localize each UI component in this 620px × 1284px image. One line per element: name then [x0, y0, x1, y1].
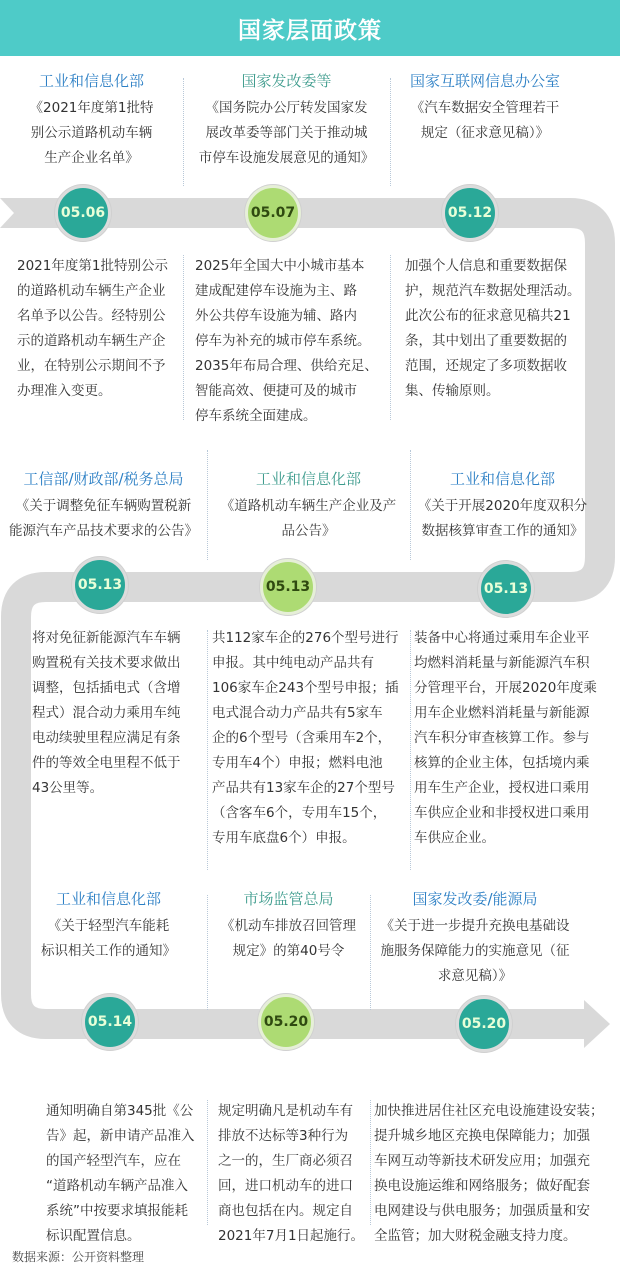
policy-document: 《汽车数据安全管理若干 规定（征求意见稿）》 [410, 100, 560, 141]
divider [207, 1100, 208, 1225]
policy-summary: 装备中心将通过乘用车企业平 均燃料消耗量与新能源汽车积 分管理平台，开展2020年度乘 用车企业燃料消耗量与新能源 汽车积分审查核算工作。参与 核算的企业主体，包括境内乘 用车生产企业，授权进口乘用 车供应企业和非授权进口乘用 车供应企业。 [414, 630, 597, 846]
date-marker: 05.13 [478, 561, 534, 617]
policy-document: 《国务院办公厅转发国家发 展改革委等部门关于推动城 市停车设施发展意见的通知》 [198, 100, 375, 166]
divider [370, 1100, 371, 1225]
policy-summary: 将对免征新能源汽车车辆 购置税有关技术要求做出 调整，包括插电式（含增 程式）混合动力乘用车纯 电动续驶里程应满足有条 件的等效全电里程不低于 43公里等。 [32, 630, 181, 796]
issuing-agency: 工业和信息化部 [255, 470, 361, 488]
data-source-note: 数据来源：公开资料整理 [12, 1250, 145, 1264]
issuing-agency: 市场监管总局 [243, 890, 334, 908]
issuing-agency: 工信部/财政部/税务总局 [23, 470, 184, 488]
policy-summary: 加快推进居住社区充电设施建设安装； 提升城乡地区充换电保障能力；加强 车网互动等新技术研发应用；加强充 换电设施运维和网络服务；做好配套 电网建设与供电服务；加强质量和安 全监管；加大财税金融支持力度。 [374, 1103, 604, 1244]
date-marker: 05.20 [456, 996, 512, 1052]
policy-header [207, 888, 370, 964]
date-marker: 05.20 [258, 994, 314, 1050]
issuing-agency: 国家发改委/能源局 [412, 890, 538, 908]
divider [390, 255, 391, 420]
policy-document: 《2021年度第1批特 别公示道路机动车辆 生产企业名单》 [29, 100, 154, 166]
policy-summary: 2021年度第1批特别公示 的道路机动车辆生产企业 名单予以公告。经特别公 示的道路机动车辆生产企 业，在特别公示期间不予 办理准入变更。 [17, 258, 168, 399]
policy-document: 《关于进一步提升充换电基础设 施服务保障能力的实施意见（征 求意见稿）》 [380, 918, 570, 984]
policy-document: 《关于开展2020年度双积分 数据核算审查工作的通知》 [417, 498, 588, 539]
date-marker: 05.13 [260, 559, 316, 615]
date-marker: 05.12 [442, 185, 498, 241]
date-marker: 05.06 [55, 185, 111, 241]
date-marker: 05.13 [72, 557, 128, 613]
policy-summary: 通知明确自第345批《公 告》起，新申请产品准入 的国产轻型汽车，应在 “道路机动车辆产品准入 系统”中按要求填报能耗 标识配置信息。 [46, 1103, 195, 1244]
policy-document: 《关于轻型汽车能耗 标识相关工作的通知》 [41, 918, 176, 959]
policy-document: 《道路机动车辆生产企业及产 品公告》 [220, 498, 397, 539]
policy-document: 《机动车排放召回管理 规定》的第40号令 [221, 918, 356, 959]
issuing-agency: 工业和信息化部 [38, 72, 144, 90]
policy-header [0, 468, 207, 544]
track-arrow-head [584, 1000, 610, 1048]
policy-document: 《关于调整免征车辆购置税新 能源汽车产品技术要求的公告》 [9, 498, 198, 539]
date-marker: 05.07 [245, 185, 301, 241]
issuing-agency: 国家发改委等 [241, 72, 332, 90]
policy-header [390, 70, 580, 146]
page-title: 国家层面政策 [238, 17, 382, 44]
policy-header [410, 468, 595, 544]
policy-summary: 规定明确凡是机动车有 排放不达标等3种行为 之一的，生厂商必须召 回，进口机动车的进口 商也包括在内。规定自 2021年7月1日起施行。 [218, 1103, 365, 1244]
policy-summary: 加强个人信息和重要数据保 护，规范汽车数据处理活动。 此次公布的征求意见稿共21 条，其中划出了重要数据的 范围，还规定了多项数据收 集、传输原则。 [405, 258, 581, 399]
policy-summary: 共112家车企的276个型号进行 申报。其中纯电动产品共有 106家车企243个型号申报；插 电式混合动力产品共有5家车 企的6个型号（含乘用车2个， 专用车4个）申报；燃料电池 产品共有13家车企的27个型号 （含客车6个，专用车15个， 专用车底盘6个）申报。 [212, 630, 399, 846]
divider [410, 630, 411, 870]
issuing-agency: 国家互联网信息办公室 [409, 72, 560, 90]
date-marker: 05.14 [82, 994, 138, 1050]
issuing-agency: 工业和信息化部 [55, 890, 161, 908]
divider [183, 255, 184, 420]
divider [207, 630, 208, 870]
policy-header [10, 888, 207, 964]
policy-header [0, 70, 183, 171]
policy-summary: 2025年全国大中小城市基本 建成配建停车设施为主、路 外公共停车设施为辅、路内 停车为补充的城市停车系统。 2035年布局合理、供给充足、 智能高效、便捷可及的城市 停车系统全面建成。 [195, 258, 378, 424]
policy-header [183, 70, 390, 171]
policy-header [370, 888, 580, 989]
policy-header [207, 468, 410, 544]
issuing-agency: 工业和信息化部 [449, 470, 555, 488]
